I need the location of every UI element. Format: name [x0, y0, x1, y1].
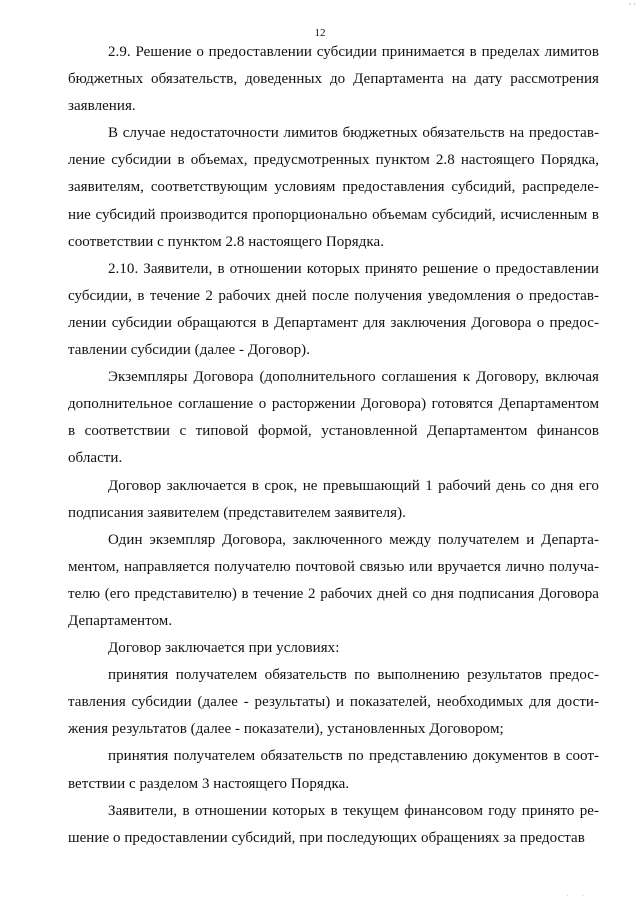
document-body: [68, 39, 599, 852]
page-number: 12: [314, 27, 326, 39]
paragraph-contract-term: Договор заключается в срок, не превышающий 1 рабочий день со дня его подписания заявителем (представителем заявителя).: [68, 477, 599, 521]
scan-footer-marks: · ·: [566, 893, 590, 899]
paragraph-subsequent-applications: Заявители, в отношении которых в текущем финансовом году принято решение о предоставлении субсидий, при последующих обращениях за предостав: [68, 802, 599, 846]
paragraph-condition-results: принятия получателем обязательств по выполнению результатов предоставления субсидии (далее - результаты) и показателей, необходимых для достижения результатов (далее - показатели), установленных Договором;: [68, 667, 599, 738]
paragraph-condition-documents: принятия получателем обязательств по представлению документов в соответствии с разделом 3 настоящего Порядка.: [68, 748, 599, 792]
paragraph-contract-copies: Экземпляры Договора (дополнительного соглашения к Договору, включая дополнительное соглашение о расторжении Договора) готовятся Департаментом в соответствии с типовой формой, установленной Департаментом финансов области.: [68, 369, 599, 467]
paragraph-contract-conditions: Договор заключается при условиях:: [108, 640, 340, 657]
paragraph-contract-delivery: Один экземпляр Договора, заключенного между получателем и Департаментом, направляется получателю почтовой связью или вручается лично получателю (его представителю) в течение 2 рабочих дней со дня подписания Договора Департаментом.: [68, 531, 599, 629]
paragraph-2-9: 2.9. Решение о предоставлении субсидии принимается в пределах лимитов бюджетных обязательств, доведенных до Департамента на дату рассмотрения заявления.: [68, 44, 599, 115]
paragraph-insufficient-limits: В случае недостаточности лимитов бюджетных обязательств на предоставление субсидии в объемах, предусмотренных пунктом 2.8 настоящего Порядка, заявителям, соответствующим условиям предоставления субсидий, распределение субсидий производится пропорционально объемам субсидий, исчисленным в соответствии с пунктом 2.8 настоящего Порядка.: [68, 125, 599, 250]
paragraph-2-10: 2.10. Заявители, в отношении которых принято решение о предоставлении субсидии, в течение 2 рабочих дней после получения уведомления о предоставлении субсидии обращаются в Департамент для заключения Договора о предоставлении субсидии (далее - Договор).: [68, 260, 599, 359]
scan-corner-marks: · ·: [628, 0, 636, 9]
